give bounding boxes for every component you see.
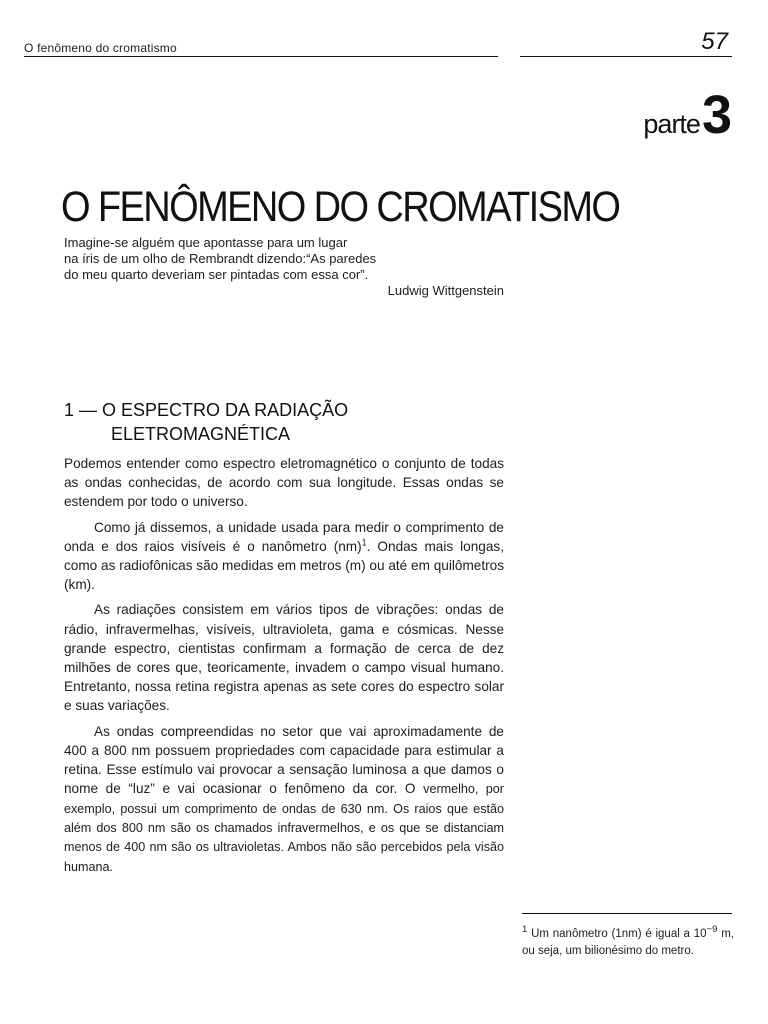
paragraph-3: As radiações consistem em vários tipos de vibrações: ondas de rádio, infravermelhas, visíveis, ultravioleta, gama e cósmicas. Nesse grande espectro, cientistas confirmam a formação de cerca de dez milhões de cores que, teoricamente, invadem o campo visual humano. Entretanto, nossa retina registra apenas as sete cores do espectro solar e suas variações. [64, 602, 504, 714]
epigraph-line: do meu quarto deveriam ser pintadas com essa cor”. [64, 267, 369, 282]
epigraph-author: Ludwig Wittgenstein [387, 283, 504, 298]
footnote-rule [522, 913, 732, 914]
part-label [643, 85, 732, 145]
footnote-marker: 1 [522, 924, 528, 935]
paragraph-2-text-end: . Ondas mais longas, como as radiofônicas são medidas em metros (m) ou até em quilômetros (km). [64, 538, 504, 593]
footnote-exponent: −9 [706, 924, 718, 935]
paragraph-4-text: As ondas compreendidas no setor que vai aproximadamente de 400 a 800 nm possuem propriedades com capacidade para estimular a retina. Esse estímulo vai provocar a sensação luminosa a que damos o nome de “luz” e vai ocasionar o fenômeno da cor. O [64, 723, 504, 797]
paragraph-2-text: Como já dissemos, a unidade usada para medir o comprimento de onda e dos raios visíveis é o nanômetro (nm) [64, 519, 504, 554]
section-heading [64, 398, 348, 446]
footnote-reference: 1 [361, 537, 367, 548]
part-word: parte [643, 109, 700, 139]
paragraph-4 [64, 722, 504, 877]
header-rule-right [520, 56, 732, 57]
chapter-title: O FENÔMENO DO CROMATISMO [61, 184, 620, 232]
paragraph-4-small-text: vermelho, por exemplo, possui um comprimento de ondas de 630 nm. Os raios que estão além dos 800 nm são os chamados infravermelhos, e os que se distanciam menos de 400 nm são os ultravioletas. Ambos não são percebidos pela visão humana. [64, 782, 505, 874]
running-head: O fenômeno do cromatismo [24, 41, 177, 55]
paragraph-2 [64, 518, 504, 595]
footnote [522, 921, 734, 960]
part-number: 3 [701, 85, 732, 145]
epigraph-line: na íris de um olho de Rembrandt dizendo:“As paredes [64, 251, 377, 266]
paragraph-1: Podemos entender como espectro eletromagnético o conjunto de todas as ondas conhecidas, de acordo com sua longitude. Essas ondas se estendem por todo o universo. [64, 456, 504, 510]
epigraph [64, 235, 504, 299]
section-number: 1 — [64, 400, 98, 420]
page-number: 57 [701, 28, 728, 55]
footnote-text: Um nanômetro (1nm) é igual a 10 [527, 927, 707, 940]
section-title-line2: ELETROMAGNÉTICA [111, 424, 291, 444]
body-text [64, 454, 504, 882]
epigraph-line: Imagine-se alguém que apontasse para um lugar [64, 235, 348, 250]
header-rule-left [24, 56, 498, 57]
footnote-text-end: m, ou seja, um bilionésimo do metro. [522, 927, 734, 957]
section-title-line1: O ESPECTRO DA RADIAÇÃO [102, 400, 349, 420]
